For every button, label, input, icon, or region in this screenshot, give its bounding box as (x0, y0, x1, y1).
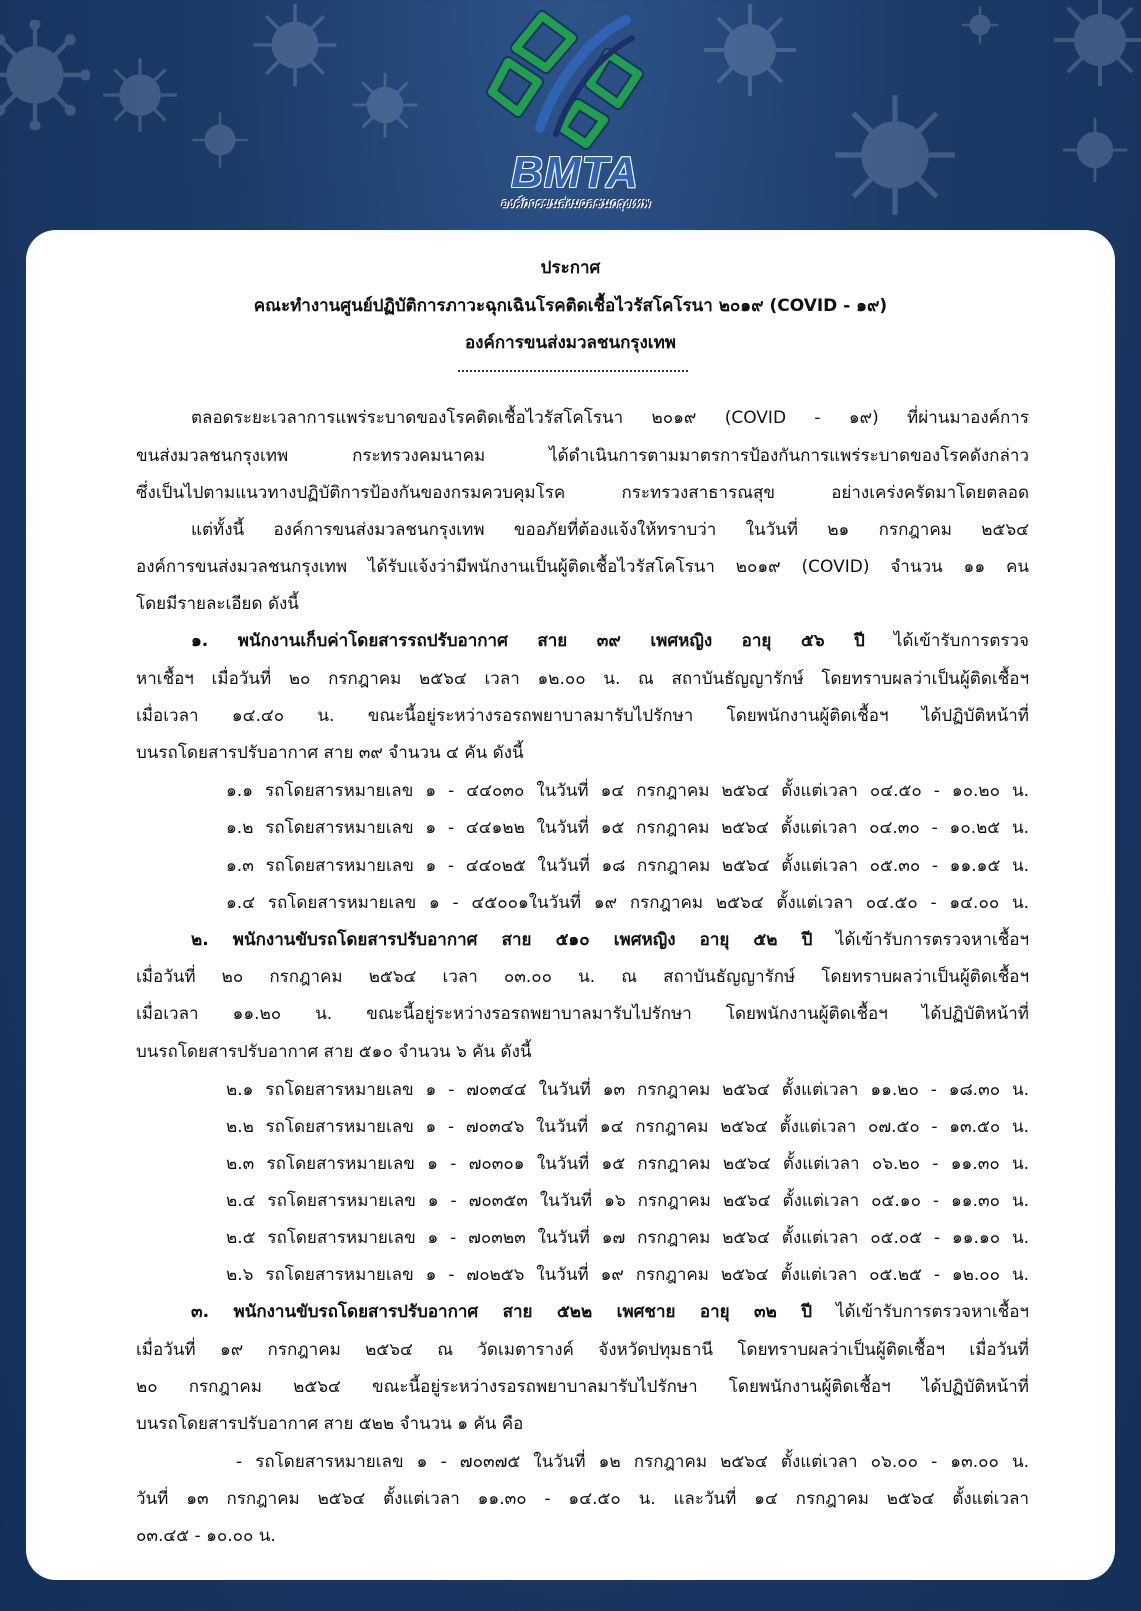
case-2-bus: ๒.๕ รถโดยสารหมายเลข ๑ - ๗๐๓๒๓ ในวันที่ ๑๗ กรกฎาคม ๒๕๖๔ ตั้งแต่เวลา ๐๕.๐๕ - ๑๑.๑๐ น. (226, 1228, 1029, 1248)
case-1-bus: ๑.๔ รถโดยสารหมายเลข ๑ - ๔๕๐๐๑ในวันที่ ๑๙ กรกฎาคม ๒๕๖๔ ตั้งแต่เวลา ๐๔.๕๐ - ๑๔.๐๐ น. (226, 893, 1029, 913)
case-1-line: หาเชื้อฯ เมื่อวันที่ ๒๐ กรกฎาคม ๒๕๖๔ เวลา ๑๒.๐๐ น. ณ สถาบันธัญญารักษ์ โดยทราบผลว่าเป็นผู้ติดเชื้อฯ (136, 669, 1029, 689)
case-3-detail: วันที่ ๑๓ กรกฎาคม ๒๕๖๔ ตั้งแต่เวลา ๑๑.๓๐ - ๑๔.๕๐ น. และวันที่ ๑๔ กรกฎาคม ๒๕๖๔ ตั้งแต่เวลา (136, 1489, 1029, 1509)
announcement-label: ประกาศ (540, 258, 601, 278)
case-3-line: บนรถโดยสารปรับอากาศ สาย ๕๒๒ จำนวน ๑ คัน คือ (136, 1414, 524, 1434)
case-1-heading (191, 627, 1029, 654)
case-2-title-rest: ได้เข้ารับการตรวจหาเชื้อฯ (812, 930, 1029, 950)
organization-name: องค์การขนส่งมวลชนกรุงเทพ (464, 333, 677, 353)
logo-subtitle: องค์การขนส่งมวลชนกรุงเทพ (500, 196, 650, 210)
virus-icon (1050, 0, 1141, 90)
case-2-title: ๒. พนักงานขับรถโดยสารปรับอากาศ สาย ๕๑๐ เพศหญิง อายุ ๕๒ ปี (191, 930, 813, 950)
case-2-bus: ๒.๒ รถโดยสารหมายเลข ๑ - ๗๐๓๔๖ ในวันที่ ๑๔ กรกฎาคม ๒๕๖๔ ตั้งแต่เวลา ๐๗.๕๐ - ๑๓.๕๐ น. (226, 1117, 1029, 1137)
intro-line: ขนส่งมวลชนกรุงเทพ กระทรวงคมนาคม ได้ดำเนินการตามมาตรการป้องกันการแพร่ระบาดของโรคดังกล่าว (136, 446, 1029, 466)
bmta-logo (480, 8, 670, 208)
virus-icon (700, 0, 800, 100)
case-3-title-rest: ได้เข้ารับการตรวจหาเชื้อฯ (812, 1302, 1029, 1322)
logo-emblem (480, 8, 670, 153)
case-2-line: เมื่อวันที่ ๒๐ กรกฎาคม ๒๕๖๔ เวลา ๐๓.๐๐ น. ณ สถาบันธัญญารักษ์ โดยทราบผลว่าเป็นผู้ติดเชื้อฯ (136, 967, 1029, 987)
intro-line: แต่ทั้งนี้ องค์การขนส่งมวลชนกรุงเทพ ขออภัยที่ต้องแจ้งให้ทราบว่า ในวันที่ ๒๑ กรกฎาคม ๒๕๖๔ (191, 520, 1029, 540)
case-2-heading (191, 926, 1029, 953)
case-2-line: เมื่อเวลา ๑๑.๒๐ น. ขณะนี้อยู่ระหว่างรอรถพยาบาลมารับไปรักษา โดยพนักงานผู้ติดเชื้อฯ ได้ปฏิบัติหน้าที่ (136, 1004, 1029, 1024)
case-3-detail: ๐๓.๔๕ - ๑๐.๐๐ น. (136, 1526, 276, 1546)
case-1-bus: ๑.๑ รถโดยสารหมายเลข ๑ - ๔๔๐๓๐ ในวันที่ ๑๔ กรกฎาคม ๒๕๖๔ ตั้งแต่เวลา ๐๔.๕๐ - ๑๐.๒๐ น. (226, 781, 1029, 801)
intro-line: โดยมีรายละเอียด ดังนี้ (136, 594, 299, 614)
virus-icon (960, 5, 1000, 45)
announcement-card (26, 230, 1115, 1580)
virus-icon (190, 110, 250, 170)
case-3-heading (191, 1298, 1029, 1325)
virus-icon (0, 20, 90, 130)
case-1-bus: ๑.๓ รถโดยสารหมายเลข ๑ - ๔๔๐๒๕ ในวันที่ ๑๘ กรกฎาคม ๒๕๖๔ ตั้งแต่เวลา ๐๕.๓๐ - ๑๑.๑๕ น. (226, 856, 1029, 876)
case-2-bus: ๒.๔ รถโดยสารหมายเลข ๑ - ๗๐๓๕๓ ในวันที่ ๑๖ กรกฎาคม ๒๕๖๔ ตั้งแต่เวลา ๐๕.๑๐ - ๑๑.๓๐ น. (226, 1191, 1029, 1211)
virus-icon (350, 70, 420, 140)
case-3-title: ๓. พนักงานขับรถโดยสารปรับอากาศ สาย ๕๒๒ เพศชาย อายุ ๓๒ ปี (191, 1302, 813, 1322)
case-1-line: บนรถโดยสารปรับอากาศ สาย ๓๙ จำนวน ๔ คัน ดังนี้ (136, 743, 524, 763)
case-2-line: บนรถโดยสารปรับอากาศ สาย ๕๑๐ จำนวน ๖ คัน ดังนี้ (136, 1042, 532, 1062)
case-2-bus: ๒.๖ รถโดยสารหมายเลข ๑ - ๗๐๒๕๖ ในวันที่ ๑๙ กรกฎาคม ๒๕๖๔ ตั้งแต่เวลา ๐๕.๒๕ - ๑๒.๐๐ น. (226, 1265, 1029, 1285)
dotted-divider (458, 370, 688, 372)
case-1-line: เมื่อเวลา ๑๔.๔๐ น. ขณะนี้อยู่ระหว่างรอรถพยาบาลมารับไปรักษา โดยพนักงานผู้ติดเชื้อฯ ได้ปฏิบัติหน้าที่ (136, 706, 1029, 726)
case-2-bus: ๒.๓ รถโดยสารหมายเลข ๑ - ๗๐๓๐๑ ในวันที่ ๑๕ กรกฎาคม ๒๕๖๔ ตั้งแต่เวลา ๐๖.๒๐ - ๑๑.๓๐ น. (226, 1154, 1029, 1174)
virus-icon (250, 0, 340, 90)
virus-icon (1060, 115, 1130, 185)
case-3-detail: - รถโดยสารหมายเลข ๑ - ๗๐๓๗๕ ในวันที่ ๑๒ กรกฎาคม ๒๕๖๔ ตั้งแต่เวลา ๐๖.๐๐ - ๑๓.๐๐ น. (236, 1452, 1029, 1472)
case-1-title-rest: ได้เข้ารับการตรวจ (864, 631, 1029, 651)
intro-line: ตลอดระยะเวลาการแพร่ระบาดของโรคติดเชื้อไวรัสโคโรนา ๒๐๑๙ (COVID - ๑๙) ที่ผ่านมาองค์การ (191, 408, 1029, 428)
case-1-title: ๑. พนักงานเก็บค่าโดยสารรถปรับอากาศ สาย ๓๙ เพศหญิง อายุ ๕๖ ปี (191, 631, 865, 651)
case-1-bus: ๑.๒ รถโดยสารหมายเลข ๑ - ๔๔๑๒๒ ในวันที่ ๑๕ กรกฎาคม ๒๕๖๔ ตั้งแต่เวลา ๐๔.๓๐ - ๑๐.๒๕ น. (226, 818, 1029, 838)
logo-brand: BMTA (511, 148, 639, 197)
case-3-line: ๒๐ กรกฎาคม ๒๕๖๔ ขณะนี้อยู่ระหว่างรอรถพยาบาลมารับไปรักษา โดยพนักงานผู้ติดเชื้อฯ ได้ปฏิบัติหน้าที่ (136, 1377, 1029, 1397)
case-2-bus: ๒.๑ รถโดยสารหมายเลข ๑ - ๗๐๓๔๔ ในวันที่ ๑๓ กรกฎาคม ๒๕๖๔ ตั้งแต่เวลา ๑๑.๒๐ - ๑๘.๓๐ น. (226, 1080, 1029, 1100)
case-3-line: เมื่อวันที่ ๑๙ กรกฎาคม ๒๕๖๔ ณ วัดเมตารางค์ จังหวัดปทุมธานี โดยทราบผลว่าเป็นผู้ติดเชื้อฯ เมื่อวันที่ (136, 1340, 1029, 1360)
announcement-title: คณะทำงานศูนย์ปฏิบัติการภาวะฉุกเฉินโรคติดเชื้อไวรัสโคโรนา ๒๐๑๙ (COVID - ๑๙) (253, 296, 888, 316)
intro-line: องค์การขนส่งมวลชนกรุงเทพ ได้รับแจ้งว่ามีพนักงานเป็นผู้ติดเชื้อไวรัสโคโรนา ๒๐๑๙ (COVID) จำนวน ๑๑ คน (136, 557, 1029, 577)
intro-line: ซึ่งเป็นไปตามแนวทางปฏิบัติการป้องกันของกรมควบคุมโรค กระทรวงสาธารณสุข อย่างเคร่งครัดมาโดยตลอด (136, 483, 1029, 503)
virus-icon (100, 55, 180, 135)
virus-icon (830, 90, 960, 220)
